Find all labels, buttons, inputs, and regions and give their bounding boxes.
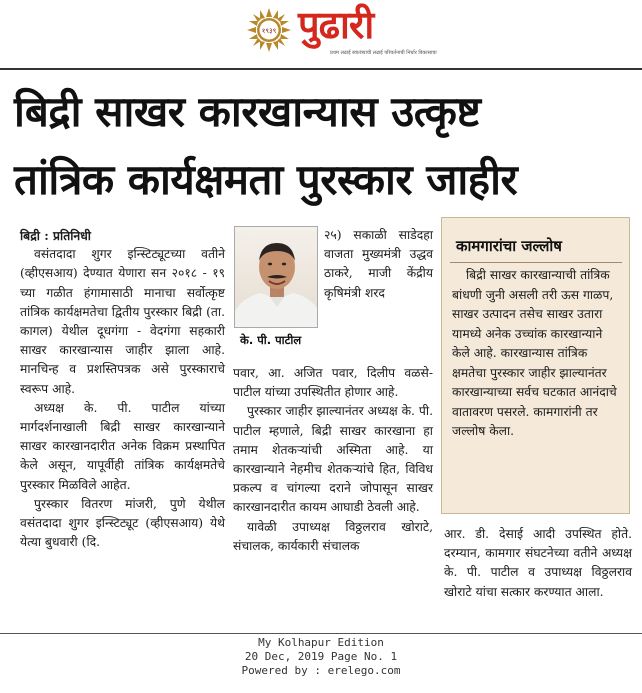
article-column-1	[20, 226, 225, 552]
sidebar-box	[441, 217, 630, 514]
article-paragraph: पवार, आ. अजित पवार, दिलीप वळसे-पाटील यांच्या उपस्थितीत होणार आहे.	[233, 366, 433, 400]
article-paragraph: यावेळी उपाध्यक्ष विठ्ठलराव खोराटे, संचालक, कार्यकारी संचालक	[233, 519, 433, 553]
masthead	[0, 0, 642, 64]
article-paragraph: पुरस्कार वितरण मांजरी, पुणे येथील वसंतदादा शुगर इन्स्टिट्यूट (व्हीएसआय) येथे येत्या बुधवारी (दि.	[20, 496, 225, 550]
headline-line-1: बिद्री साखर कारखान्यास उत्कृष्ट	[14, 87, 481, 136]
article-paragraph: २५) सकाळी साडेदहा वाजता मुख्यमंत्री उद्धव ठाकरे, माजी केंद्रीय कृषिमंत्री शरद	[324, 228, 433, 300]
headline-line-2: तांत्रिक कार्यक्षमता पुरस्कार जाहीर	[14, 155, 518, 204]
sidebar-box-body	[452, 266, 622, 442]
newspaper-brand-logo: पुढारी	[298, 3, 374, 47]
photo-caption: के. पी. पाटील	[240, 333, 302, 347]
footer-powered-by: Powered by : erelego.com	[241, 664, 401, 677]
sun-emblem-icon	[247, 8, 291, 52]
article-column-3	[444, 525, 632, 602]
article-column-2-top	[324, 226, 433, 303]
brand-tagline: प्रथम लढाई स्वातंत्र्याची लढाई परिवर्तनाची निर्धार विकासाचा	[330, 50, 437, 56]
edition-footer	[0, 636, 642, 678]
top-divider	[0, 68, 642, 70]
article-column-2	[233, 364, 433, 556]
sidebar-box-divider	[450, 262, 622, 263]
sidebar-box-paragraph: बिद्री साखर कारखान्याची तांत्रिक बांधणी जुनी असली तरी ऊस गाळप, साखर उत्पादन तसेच साखर उतारा यामध्ये अनेक उच्चांक कारखान्याने केले आहे. कारखान्यास तांत्रिक क्षमतेचा पुरस्कार जाहीर झाल्यानंतर कारखान्याच्या सर्वच घटकात आनंदाचे वातावरण पसरले. कामगारांनी तर जल्लोष केला.	[452, 268, 617, 438]
footer-date-page: 20 Dec, 2019 Page No. 1	[244, 650, 398, 663]
article-paragraph: वसंतदादा शुगर इन्स्टिट्यूटच्या वतीने (व्हीएसआय) देण्यात येणारा सन २०१८ - १९ च्या गळीत हंगामासाठी मानाचा सर्वोत्कृष्ट तांत्रिक कार्यक्षमतेचा द्वितीय पुरस्कार बिद्री (ता. कागल) येथील दूधगंगा - वेदगंगा सहकारी साखर कारखान्यास जाहीर झाला आहे. मानचिन्ह व प्रशस्तिपत्रक असे पुरस्काराचे स्वरूप आहे.	[20, 247, 225, 396]
sidebar-box-title: कामगारांचा जल्लोष	[456, 237, 562, 255]
article-paragraph: पुरस्कार जाहीर झाल्यानंतर अध्यक्ष के. पी. पाटील म्हणाले, बिद्री साखर कारखाना हा तमाम शेतकऱ्यांची अस्मिता आहे. या कारखान्याने नेहमीच शेतकऱ्यांचे हित, विविध प्रकल्प व चांगल्या दराने जोपासून साखर कारखानदारीत कायम आघाडी ठेवली आहे.	[233, 404, 433, 515]
footer-edition: My Kolhapur Edition	[258, 636, 384, 649]
bottom-divider	[0, 633, 642, 634]
article-byline: बिद्री : प्रतिनिधी	[20, 228, 91, 243]
portrait-image-icon	[235, 227, 318, 328]
article-paragraph: आर. डी. देसाई आदी उपस्थित होते. दरम्यान, कामगार संघटनेच्या वतीने अध्यक्ष के. पी. पाटील व उपाध्यक्ष विठ्ठलराव खोराटे यांचा सत्कार करण्यात आला.	[444, 527, 632, 599]
article-paragraph: अध्यक्ष के. पी. पाटील यांच्या मार्गदर्शनाखाली बिद्री साखर कारखान्याने साखर कारखानदारीत अनेक विक्रम प्रस्थापित केले असून, यापूर्वीही तांत्रिक कार्यक्षमतेचे पुरस्कार मिळविले आहेत.	[20, 400, 225, 492]
emblem-year: १९३९	[261, 27, 277, 35]
portrait-photo	[234, 226, 318, 328]
